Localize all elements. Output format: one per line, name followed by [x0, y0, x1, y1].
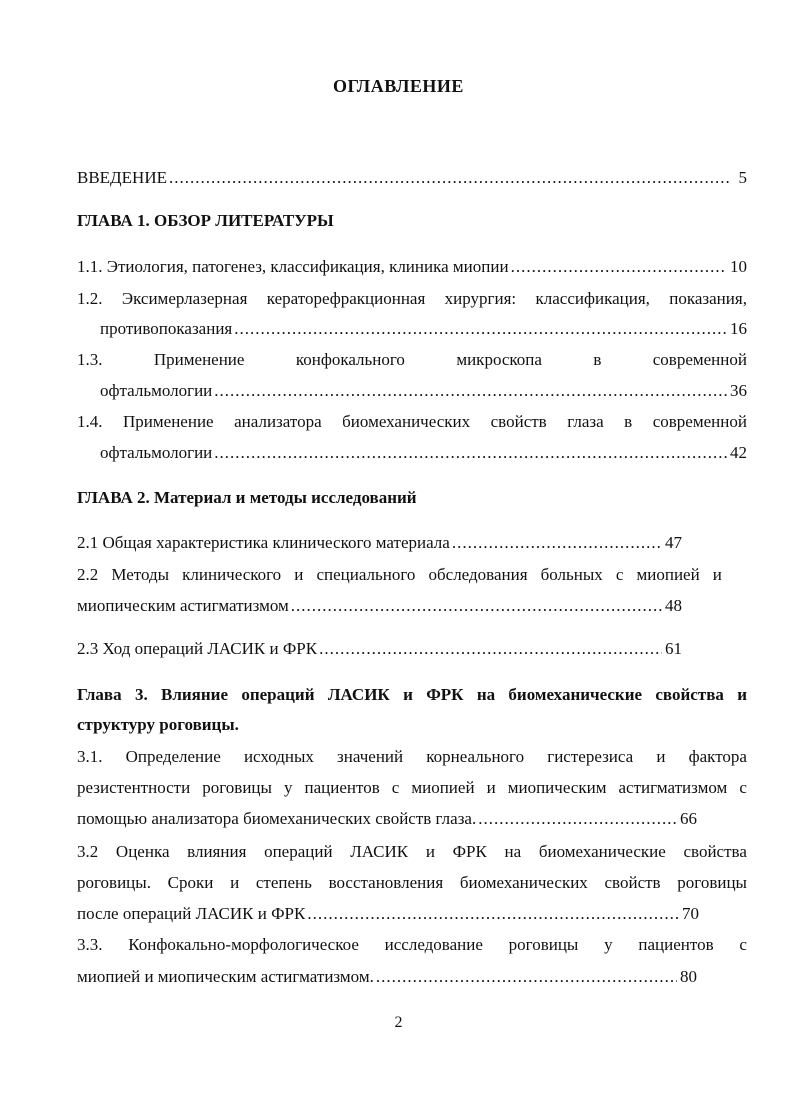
toc-entry-3-1-line1[interactable] — [77, 746, 747, 768]
word: показания, — [669, 289, 747, 308]
chapter-2-heading[interactable]: ГЛАВА 2. Материал и методы исследований — [77, 488, 417, 507]
word: свойств — [490, 412, 547, 431]
toc-entry-page: 80 — [680, 967, 697, 986]
toc-entry-label: противопоказания — [100, 319, 233, 338]
word: больных — [540, 565, 603, 584]
toc-entry-3-2-line2[interactable] — [77, 872, 747, 894]
dot-leader — [291, 595, 662, 617]
word: 1.3. — [77, 350, 103, 369]
word: миопическим — [507, 778, 607, 797]
word: ФРК — [452, 842, 487, 861]
toc-entry-3-2-line1[interactable] — [77, 841, 747, 863]
word: с — [739, 935, 747, 954]
word: конфокального — [295, 350, 405, 369]
toc-entry-page: 10 — [730, 257, 747, 276]
word: специального — [316, 565, 416, 584]
word: современной — [652, 350, 747, 369]
word: значений — [337, 747, 404, 766]
word: Оценка — [115, 842, 170, 861]
toc-entry-page: 5 — [738, 168, 747, 187]
word: пациентов — [304, 778, 380, 797]
word: на — [504, 842, 522, 861]
toc-entry-label: 1.1. Этиология, патогенез, классификация, клиника миопии — [77, 257, 509, 276]
dot-leader — [376, 966, 677, 988]
word: 1.2. — [77, 289, 103, 308]
chapter-3-heading-line2[interactable]: структуру роговицы. — [77, 715, 239, 734]
toc-entry-1-1[interactable] — [77, 256, 747, 278]
word: у — [283, 778, 293, 797]
word: и — [230, 873, 240, 892]
toc-entry-label: после операций ЛАСИК и ФРК — [77, 904, 306, 923]
word: анализатора — [234, 412, 322, 431]
word: обследования — [428, 565, 528, 584]
toc-entry-3-1-line3[interactable] — [77, 808, 697, 830]
word: хирургия: — [444, 289, 517, 308]
word: и — [712, 565, 722, 584]
toc-entry-3-3-line2[interactable] — [77, 966, 697, 988]
word: современной — [652, 412, 747, 431]
word: 3.1. — [77, 747, 103, 766]
toc-entry-2-1[interactable] — [77, 532, 747, 554]
dot-leader — [214, 442, 727, 464]
toc-entry-label: помощью анализатора биомеханических свойств глаза. — [77, 809, 477, 828]
word: биомеханических — [459, 873, 588, 892]
word: и — [486, 778, 496, 797]
dot-leader — [234, 318, 727, 340]
word: в — [624, 412, 633, 431]
toc-entry-1-2-line1[interactable] — [77, 288, 747, 310]
toc-entry-label: миопией и миопическим астигматизмом. — [77, 967, 374, 986]
toc-entry-1-3-line1[interactable] — [77, 349, 747, 371]
word: Глава — [77, 685, 122, 704]
toc-entry-label: офтальмологии — [100, 443, 213, 462]
toc-entry-page: 66 — [680, 809, 697, 828]
word: степень — [255, 873, 312, 892]
word: 3.2 — [77, 842, 99, 861]
word: исследование — [384, 935, 483, 954]
word: микроскопа — [456, 350, 542, 369]
word: Конфокально-морфологическое — [128, 935, 359, 954]
word: ЛАСИК — [327, 685, 390, 704]
word: астигматизмом — [618, 778, 728, 797]
word: кераторефракционная — [266, 289, 426, 308]
dot-leader — [478, 808, 677, 830]
word: роговицы — [677, 873, 747, 892]
word: 2.2 — [77, 565, 99, 584]
dot-leader — [214, 380, 727, 402]
word: 1.4. — [77, 412, 103, 431]
word: Влияние — [161, 685, 229, 704]
toc-entry-label: миопическим астигматизмом — [77, 596, 289, 615]
word: классификация, — [535, 289, 650, 308]
word: ФРК — [426, 685, 464, 704]
page-number: 2 — [394, 1014, 403, 1031]
dot-leader — [452, 532, 662, 554]
toc-entry-label: 2.1 Общая характеристика клинического материала — [77, 533, 450, 552]
word: свойства — [683, 842, 747, 861]
word: с — [615, 565, 624, 584]
toc-entry-3-3-line1[interactable] — [77, 934, 747, 956]
toc-entry-label: ВВЕДЕНИЕ — [77, 168, 167, 187]
toc-entry-page: 48 — [665, 596, 682, 615]
toc-entry-page: 47 — [665, 533, 682, 552]
word: у — [604, 935, 613, 954]
word: гистерезиса — [547, 747, 634, 766]
toc-entry-label: 2.3 Ход операций ЛАСИК и ФРК — [77, 639, 318, 658]
word: роговицы — [508, 935, 579, 954]
toc-entry-page: 16 — [730, 319, 747, 338]
word: операций — [264, 842, 333, 861]
word: восстановления — [328, 873, 444, 892]
word: 3.3. — [77, 935, 103, 954]
chapter-1-heading[interactable]: ГЛАВА 1. ОБЗОР ЛИТЕРАТУРЫ — [77, 211, 334, 230]
word: свойств — [604, 873, 661, 892]
word: 3. — [134, 685, 148, 704]
toc-entry-2-2-line2[interactable] — [77, 595, 682, 617]
word: операций — [241, 685, 315, 704]
word: и — [403, 685, 413, 704]
toc-entry-1-4-line2[interactable] — [100, 442, 747, 464]
toc-entry-page: 36 — [730, 381, 747, 400]
chapter-3-heading-line1[interactable] — [77, 684, 747, 706]
dot-leader — [307, 903, 679, 925]
word: и — [425, 842, 435, 861]
word: влияния — [187, 842, 247, 861]
word: биомеханические — [538, 842, 666, 861]
word: свойства — [655, 685, 724, 704]
word: корнеального — [426, 747, 525, 766]
word: биомеханических — [342, 412, 471, 431]
word: и — [737, 685, 747, 704]
word: глаза — [567, 412, 604, 431]
page-title: ОГЛАВЛЕНИЕ — [333, 76, 464, 96]
word: роговицы. — [77, 873, 151, 892]
word: Эксимерлазерная — [121, 289, 248, 308]
word: пациентов — [638, 935, 714, 954]
toc-entry-1-4-line1[interactable] — [77, 411, 747, 433]
toc-entry-3-2-line3[interactable] — [77, 903, 699, 925]
word: и — [656, 747, 666, 766]
toc-entry-label: офтальмологии — [100, 381, 213, 400]
word: с — [391, 778, 400, 797]
toc-entry-page: 42 — [730, 443, 747, 462]
toc-entry-page: 70 — [682, 904, 699, 923]
word: миопией — [411, 778, 475, 797]
word: Применение — [123, 412, 214, 431]
word: в — [593, 350, 602, 369]
word: клинического — [182, 565, 282, 584]
word: резистентности — [77, 778, 191, 797]
toc-entry-intro[interactable] — [77, 167, 747, 189]
toc-entry-2-3[interactable] — [77, 638, 682, 660]
word: на — [476, 685, 496, 704]
toc-entry-1-3-line2[interactable] — [100, 380, 747, 402]
word: Методы — [111, 565, 170, 584]
dot-leader — [511, 256, 727, 278]
toc-entry-3-1-line2[interactable] — [77, 777, 747, 799]
word: фактора — [688, 747, 747, 766]
toc-entry-1-2-line2[interactable] — [100, 318, 747, 340]
word: исходных — [243, 747, 314, 766]
word: с — [739, 778, 747, 797]
dot-leader — [319, 638, 662, 660]
word: миопией — [636, 565, 700, 584]
toc-entry-page: 61 — [665, 639, 682, 658]
word: роговицы — [202, 778, 272, 797]
toc-entry-2-2-line1[interactable] — [77, 564, 722, 586]
word: биомеханические — [508, 685, 643, 704]
word: Сроки — [167, 873, 214, 892]
word: Применение — [153, 350, 245, 369]
word: ЛАСИК — [350, 842, 409, 861]
word: Определение — [125, 747, 221, 766]
dot-leader — [169, 167, 730, 189]
word: и — [294, 565, 304, 584]
